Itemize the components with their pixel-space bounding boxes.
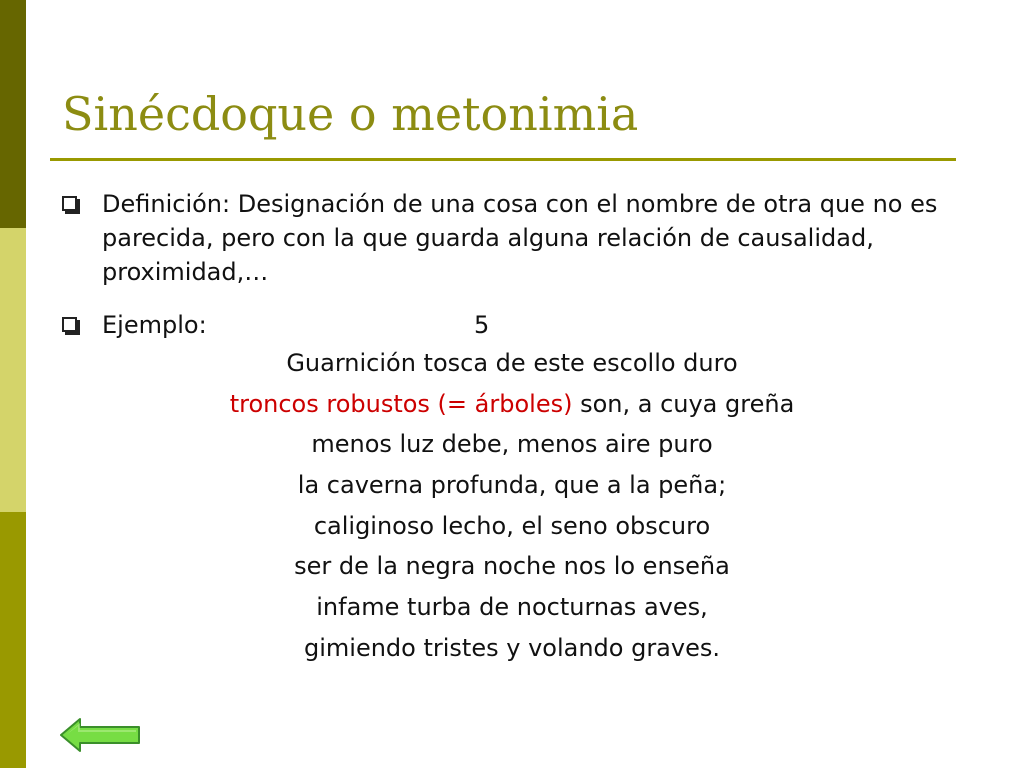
poem-line-rest: son, a cuya greña bbox=[572, 389, 795, 418]
example-number: 5 bbox=[474, 311, 490, 339]
example-bullet bbox=[62, 308, 962, 342]
side-bar-bottom bbox=[0, 512, 26, 768]
poem-line: menos luz debe, menos aire puro bbox=[311, 430, 713, 459]
poem-line: caliginoso lecho, el seno obscuro bbox=[313, 511, 711, 540]
left-arrow-icon bbox=[58, 716, 142, 754]
poem-line: Guarnición tosca de este escollo duro bbox=[286, 349, 738, 377]
side-bar-middle bbox=[0, 228, 26, 512]
definition-bullet bbox=[62, 187, 962, 291]
poem-line: infame turba de nocturnas aves, bbox=[316, 593, 708, 622]
poem-line: gimiendo tristes y volando graves. bbox=[304, 633, 720, 662]
checkbox-bullet-icon bbox=[62, 317, 77, 332]
poem-block bbox=[40, 343, 984, 669]
back-arrow-button[interactable] bbox=[58, 716, 142, 754]
checkbox-bullet-icon bbox=[62, 196, 77, 211]
slide-title: Sinécdoque o metonimia bbox=[62, 87, 639, 141]
side-bar-top bbox=[0, 0, 26, 228]
poem-line: ser de la negra noche nos lo enseña bbox=[294, 552, 730, 581]
example-label: Ejemplo: bbox=[102, 311, 207, 339]
definition-text: Definición: Designación de una cosa con el nombre de otra que no es parecida, pero con la que guarda alguna relación de causalidad, proximidad,… bbox=[102, 190, 938, 286]
poem-line: la caverna profunda, que a la peña; bbox=[297, 471, 727, 500]
poem-line bbox=[40, 384, 984, 425]
title-divider bbox=[50, 158, 956, 161]
highlighted-phrase: troncos robustos (= árboles) bbox=[229, 389, 573, 418]
